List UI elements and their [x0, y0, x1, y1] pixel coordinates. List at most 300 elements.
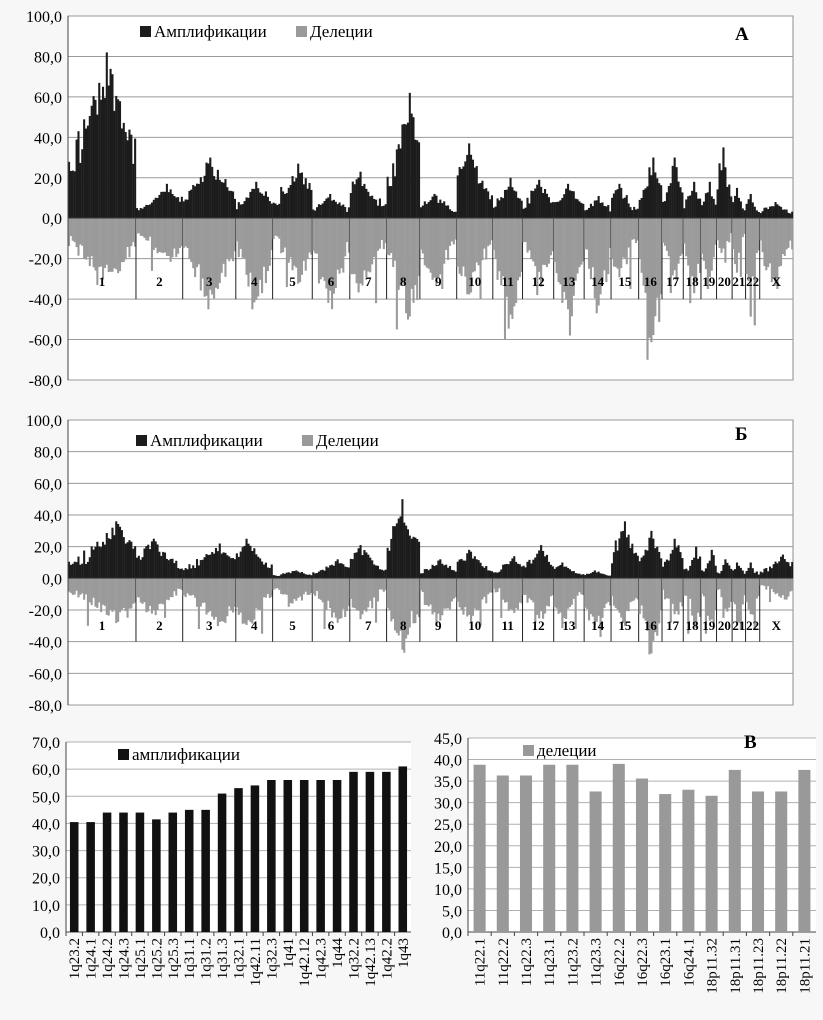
- amplification-bar: [267, 197, 269, 218]
- amplification-bar: [301, 572, 303, 578]
- legend-label-deletion: Делеции: [316, 431, 379, 450]
- deletion-bar: [179, 218, 181, 248]
- deletion-bar: [280, 578, 282, 594]
- amplification-bar: [789, 566, 791, 578]
- deletion-bar: [631, 578, 633, 601]
- deletion-bar: [108, 218, 110, 272]
- deletion-bar: [613, 578, 615, 605]
- deletion-bar: [762, 578, 764, 585]
- deletion-bar: [255, 578, 257, 608]
- chromosome-label: 14: [591, 274, 605, 289]
- deletion-bar: [170, 218, 172, 262]
- amplification-bar: [728, 185, 730, 219]
- deletion-bar: [666, 218, 668, 251]
- amplification-bar: [179, 202, 181, 218]
- deletion-bar: [534, 218, 536, 266]
- deletion-bar: [249, 578, 251, 622]
- deletion-bar: [635, 578, 637, 598]
- deletion-bar: [773, 218, 775, 277]
- deletion-bar: [526, 218, 528, 252]
- deletion-bar: [451, 578, 453, 601]
- chromosome-label: 6: [327, 618, 335, 633]
- y-tick-label: 35,0: [434, 774, 462, 792]
- amplification-bar: [443, 201, 445, 218]
- deletion-bar: [211, 578, 213, 616]
- deletion-bar: [261, 218, 263, 293]
- deletion-bar: [331, 578, 333, 617]
- deletion-bar: [569, 578, 571, 607]
- amplification-bar: [98, 83, 100, 218]
- amplification-bar: [497, 573, 499, 579]
- deletion-bar: [194, 578, 196, 597]
- deletion-bar: [676, 578, 678, 611]
- deletion-bar: [158, 218, 160, 252]
- amplification-bar: [405, 124, 407, 218]
- amplification-bar: [226, 187, 228, 218]
- deletion-bar: [472, 578, 474, 615]
- deletion-bar: [87, 218, 89, 257]
- amplification-bar: [192, 185, 194, 218]
- amplification-bar: [426, 204, 428, 218]
- amplification-bar: [390, 186, 392, 218]
- amplification-bar: [81, 564, 83, 579]
- amplification-bar: [375, 565, 377, 578]
- deletion-bar: [240, 578, 242, 612]
- amplification-bar: [354, 184, 356, 218]
- deletion-bar: [603, 578, 605, 608]
- amplification-bar: [670, 183, 672, 218]
- amplification-bar: [754, 573, 756, 578]
- deletion-bar: [192, 578, 194, 595]
- deletion-bar: [318, 578, 320, 598]
- deletion-bar: [288, 218, 290, 263]
- deletion-bar: [158, 578, 160, 604]
- amplification-bar: [556, 202, 558, 218]
- amplification-bar: [592, 572, 594, 578]
- deletion-bar: [365, 578, 367, 611]
- deletion-bar: [679, 218, 681, 256]
- amplification-bar: [337, 204, 339, 218]
- amplification-bar: [295, 178, 297, 218]
- x-tick-label: 11q23.2: [565, 938, 582, 987]
- deletion-bar: [104, 578, 106, 605]
- legend-swatch-deletion: [302, 435, 313, 446]
- deletion-bar: [236, 218, 238, 241]
- y-tick-label: 40,0: [34, 130, 62, 148]
- deletion-bar: [324, 578, 326, 629]
- amplification-bar: [641, 198, 643, 218]
- amplification-bar: [271, 565, 273, 579]
- y-tick-label: -20,0: [28, 603, 62, 620]
- deletion-bar: [74, 218, 76, 242]
- amplification-bar: [324, 571, 326, 579]
- deletion-bar: [513, 578, 515, 613]
- amplification-bar: [654, 172, 656, 218]
- amplification-bar: [508, 564, 510, 578]
- amplification-bar: [94, 100, 96, 218]
- amplification-bar: [693, 558, 695, 579]
- amplification-bar: [183, 570, 185, 578]
- amplification-bar: [588, 574, 590, 578]
- deletion-bar: [693, 578, 695, 623]
- chromosome-label: 11: [501, 618, 514, 633]
- amplification-bar: [699, 557, 701, 579]
- chromosome-label: 17: [666, 618, 680, 633]
- deletion-bar: [510, 218, 512, 314]
- y-tick-label: 40,0: [434, 752, 462, 770]
- amplification-bar: [540, 187, 542, 218]
- amplification-bar: [383, 206, 385, 218]
- deletion-bar: [734, 218, 736, 264]
- deletion-bar: [369, 578, 371, 601]
- deletion-bar: [664, 578, 666, 599]
- amplification-bar: [179, 569, 181, 578]
- deletion-bar: [523, 218, 525, 242]
- amplification-bar: [485, 188, 487, 218]
- deletion-bar: [620, 218, 622, 268]
- deletion-bar: [111, 578, 113, 611]
- amplification-bar: [244, 546, 246, 578]
- amplification-bar: [173, 196, 175, 218]
- deletion-bar: [437, 578, 439, 613]
- x-tick-label: 1q44: [330, 938, 347, 968]
- deletion-bar: [138, 578, 140, 597]
- amplification-bar: [517, 564, 519, 579]
- deletion-bar: [428, 218, 430, 269]
- amplification-bar: [223, 552, 225, 578]
- deletion-bar: [502, 218, 504, 276]
- deletion-bar: [367, 218, 369, 271]
- deletion-bar: [460, 218, 462, 276]
- amplification-bar: [236, 209, 238, 218]
- amplification-bar: [284, 194, 286, 218]
- deletion-bar: [335, 218, 337, 288]
- deletion-bar: [676, 218, 678, 280]
- deletion-bar: [77, 218, 79, 255]
- deletion-bar: [532, 218, 534, 261]
- amplification-bar: [701, 205, 703, 218]
- x-tick-label: 1q31.3: [215, 938, 232, 980]
- amplification-bar: [286, 193, 288, 218]
- amplification-bar: [263, 565, 265, 579]
- amplification-bar: [204, 557, 206, 578]
- chromosome-label: 14: [591, 618, 605, 633]
- amplification-bar: [565, 189, 567, 219]
- deletion-bar: [226, 218, 228, 258]
- deletion-bar: [713, 218, 715, 257]
- deletion-bar: [166, 578, 168, 599]
- deletion-bar: [474, 578, 476, 608]
- amplification-bar: [93, 96, 95, 218]
- amplification-bar: [571, 571, 573, 578]
- legend-label-amplification: Амплификации: [150, 431, 263, 450]
- chromosome-label: 18: [685, 618, 699, 633]
- deletion-bar: [784, 578, 786, 599]
- deletion-bar: [312, 578, 314, 594]
- chromosome-label: 6: [327, 274, 335, 289]
- amplification-bar: [113, 111, 115, 218]
- panel-b-chart: [26, 413, 793, 715]
- deletion-bar: [493, 578, 495, 588]
- amplification-bar: [198, 565, 200, 578]
- amplification-bar: [173, 563, 175, 578]
- deletion-bar: [590, 578, 592, 614]
- chromosome-label: 20: [717, 618, 731, 633]
- deletion-bar: [253, 218, 255, 302]
- amplification-bar: [773, 206, 775, 218]
- amplification-bar: [286, 573, 288, 579]
- amplification-bar: [249, 192, 251, 218]
- deletion-bar: [506, 578, 508, 602]
- deletion-bar: [590, 218, 592, 279]
- amplification-bar: [388, 186, 390, 218]
- amplification-bar: [769, 207, 771, 219]
- deletion-bar: [567, 578, 569, 608]
- chromosome-label: 12: [531, 274, 545, 289]
- legend-label: делеции: [537, 741, 597, 760]
- deletion-bar: [217, 578, 219, 626]
- amplification-bar: [340, 206, 342, 219]
- amplification-bar: [437, 561, 439, 579]
- x-tick-label: 1q23.2: [67, 938, 84, 980]
- y-tick-label: 0,0: [42, 211, 62, 229]
- chromosome-label: X: [771, 618, 782, 633]
- deletion-bar: [149, 578, 151, 606]
- amplification-bar: [142, 557, 144, 578]
- amplification-bar: [226, 555, 228, 578]
- amplification-bar: [641, 558, 643, 579]
- chromosome-label: 16: [643, 618, 657, 633]
- deletion-bar: [411, 218, 413, 289]
- amplification-bar: [650, 531, 652, 579]
- y-tick-label: 50,0: [32, 789, 60, 807]
- deletion-bar: [674, 578, 676, 614]
- deletion-bar: [213, 218, 215, 298]
- amplification-bar: [697, 199, 699, 219]
- deletion-bar: [426, 218, 428, 267]
- deletion-bar: [620, 578, 622, 617]
- amplification-bar: [85, 129, 87, 219]
- amplification-bar: [691, 560, 693, 578]
- deletion-bar: [186, 218, 188, 248]
- amplification-bar: [493, 208, 495, 219]
- deletion-bar: [198, 218, 200, 264]
- deletion-bar: [611, 578, 613, 595]
- amplification-bar: [464, 561, 466, 579]
- deletion-bar: [580, 578, 582, 594]
- chromosome-label: 2: [156, 274, 163, 289]
- chromosome-label: 2: [156, 618, 163, 633]
- amplification-bar: [257, 188, 259, 218]
- deletion-bar: [346, 218, 348, 242]
- amplification-bar: [134, 139, 136, 219]
- deletion-bar: [787, 578, 789, 596]
- y-tick-label: 20,0: [34, 170, 62, 188]
- deletion-bar: [523, 578, 525, 595]
- deletion-bar: [481, 578, 483, 599]
- chromosome-label: 21: [732, 274, 746, 289]
- amplification-bar: [784, 559, 786, 578]
- deletion-bar: [93, 218, 95, 267]
- amplification-bar: [660, 558, 662, 578]
- amplification-bar: [769, 567, 771, 579]
- x-tick-label: 16q23.1: [658, 938, 675, 987]
- amplification-bar: [626, 537, 628, 578]
- deletion-bar: [185, 578, 187, 597]
- amplification-bar: [188, 191, 190, 218]
- amplification-bar: [715, 205, 717, 219]
- amplification-bar: [428, 202, 430, 218]
- deletion-bar: [207, 578, 209, 612]
- amplification-bar: [767, 209, 769, 218]
- amplification-bar: [166, 184, 168, 218]
- amplification-bar: [639, 561, 641, 578]
- deletion-bar: [635, 218, 637, 243]
- amplification-bar: [763, 569, 765, 579]
- amplification-bar: [247, 198, 249, 218]
- amplification-bar: [265, 191, 267, 218]
- deletion-bar: [166, 218, 168, 256]
- deletion-bar: [392, 218, 394, 267]
- deletion-bar: [510, 578, 512, 609]
- amplification-bar: [548, 197, 550, 218]
- deletion-bar: [125, 218, 127, 259]
- amplification-bar: [170, 189, 172, 218]
- amplification-bar: [110, 539, 112, 578]
- amplification-bar: [504, 190, 506, 218]
- bar: [103, 813, 112, 932]
- amplification-bar: [662, 202, 664, 218]
- amplification-bar: [683, 208, 685, 218]
- amplification-bar: [369, 196, 371, 218]
- amplification-bar: [577, 574, 579, 579]
- amplification-bar: [713, 199, 715, 218]
- deletion-bar: [709, 218, 711, 277]
- y-tick-label: 30,0: [32, 843, 60, 861]
- amplification-bar: [238, 557, 240, 578]
- amplification-bar: [400, 148, 402, 218]
- deletion-bar: [259, 218, 261, 280]
- legend-swatch-amplification: [136, 435, 147, 446]
- deletion-bar: [186, 578, 188, 593]
- amplification-bar: [396, 523, 398, 578]
- amplification-bar: [387, 548, 389, 579]
- amplification-bar: [130, 542, 132, 579]
- bar: [218, 794, 227, 932]
- amplification-bar: [424, 201, 426, 218]
- deletion-bar: [524, 218, 526, 242]
- x-tick-label: 1q25.2: [149, 938, 166, 980]
- deletion-bar: [238, 578, 240, 614]
- deletion-bar: [394, 578, 396, 630]
- deletion-bar: [485, 218, 487, 259]
- amplification-bar: [565, 567, 567, 579]
- deletion-bar: [327, 218, 329, 303]
- deletion-bar: [394, 218, 396, 260]
- deletion-bar: [251, 218, 253, 309]
- amplification-bar: [584, 210, 586, 218]
- amplification-bar: [580, 575, 582, 579]
- deletion-bar: [738, 218, 740, 253]
- amplification-bar: [318, 204, 320, 218]
- deletion-bar: [557, 218, 559, 282]
- bar: [798, 770, 810, 932]
- amplification-bar: [104, 545, 106, 579]
- amplification-bar: [221, 554, 223, 579]
- deletion-bar: [538, 218, 540, 272]
- amplification-bar: [314, 211, 316, 219]
- x-tick-label: 1q31.2: [198, 938, 215, 980]
- amplification-bar: [209, 158, 211, 219]
- amplification-bar: [240, 205, 242, 219]
- amplification-bar: [740, 568, 742, 578]
- y-tick-label: 45,0: [434, 731, 462, 748]
- amplification-bar: [744, 210, 746, 218]
- amplification-bar: [155, 198, 157, 218]
- amplification-bar: [143, 549, 145, 579]
- deletion-bar: [432, 578, 434, 614]
- amplification-bar: [424, 569, 426, 578]
- amplification-bar: [171, 194, 173, 218]
- amplification-bar: [418, 542, 420, 579]
- amplification-bar: [513, 556, 515, 578]
- deletion-bar: [70, 218, 72, 236]
- amplification-bar: [147, 205, 149, 218]
- deletion-bar: [162, 218, 164, 253]
- amplification-bar: [363, 184, 365, 218]
- deletion-bar: [327, 578, 329, 600]
- amplification-bar: [563, 567, 565, 579]
- amplification-bar: [460, 169, 462, 218]
- deletion-bar: [383, 218, 385, 249]
- amplification-bar: [151, 203, 153, 219]
- deletion-bar: [459, 218, 461, 274]
- deletion-bar: [72, 578, 74, 595]
- chromosome-label: 9: [435, 274, 442, 289]
- deletion-bar: [782, 578, 784, 595]
- deletion-bar: [561, 218, 563, 303]
- y-tick-label: 60,0: [34, 476, 62, 494]
- deletion-bar: [160, 578, 162, 603]
- deletion-bar: [495, 578, 497, 592]
- amplification-bar: [157, 544, 159, 578]
- amplification-bar: [666, 560, 668, 579]
- amplification-bar: [515, 191, 517, 218]
- amplification-bar: [217, 170, 219, 218]
- amplification-bar: [557, 566, 559, 578]
- deletion-bar: [762, 218, 764, 252]
- deletion-bar: [363, 578, 365, 610]
- amplification-bar: [493, 572, 495, 578]
- amplification-bar: [457, 175, 459, 218]
- amplification-bar: [337, 559, 339, 578]
- deletion-bar: [705, 218, 707, 269]
- amplification-bar: [722, 147, 724, 218]
- deletion-bar: [196, 218, 198, 267]
- deletion-bar: [641, 218, 643, 273]
- amplification-bar: [278, 204, 280, 218]
- chromosome-label: 10: [468, 274, 482, 289]
- amplification-bar: [379, 569, 381, 578]
- amplification-bar: [780, 557, 782, 579]
- deletion-bar: [483, 578, 485, 596]
- deletion-bar: [379, 578, 381, 589]
- bar: [86, 822, 95, 932]
- amplification-bar: [611, 563, 613, 578]
- amplification-bar: [637, 209, 639, 219]
- amplification-bar: [325, 199, 327, 219]
- x-tick-label: 1q32.3: [264, 938, 281, 980]
